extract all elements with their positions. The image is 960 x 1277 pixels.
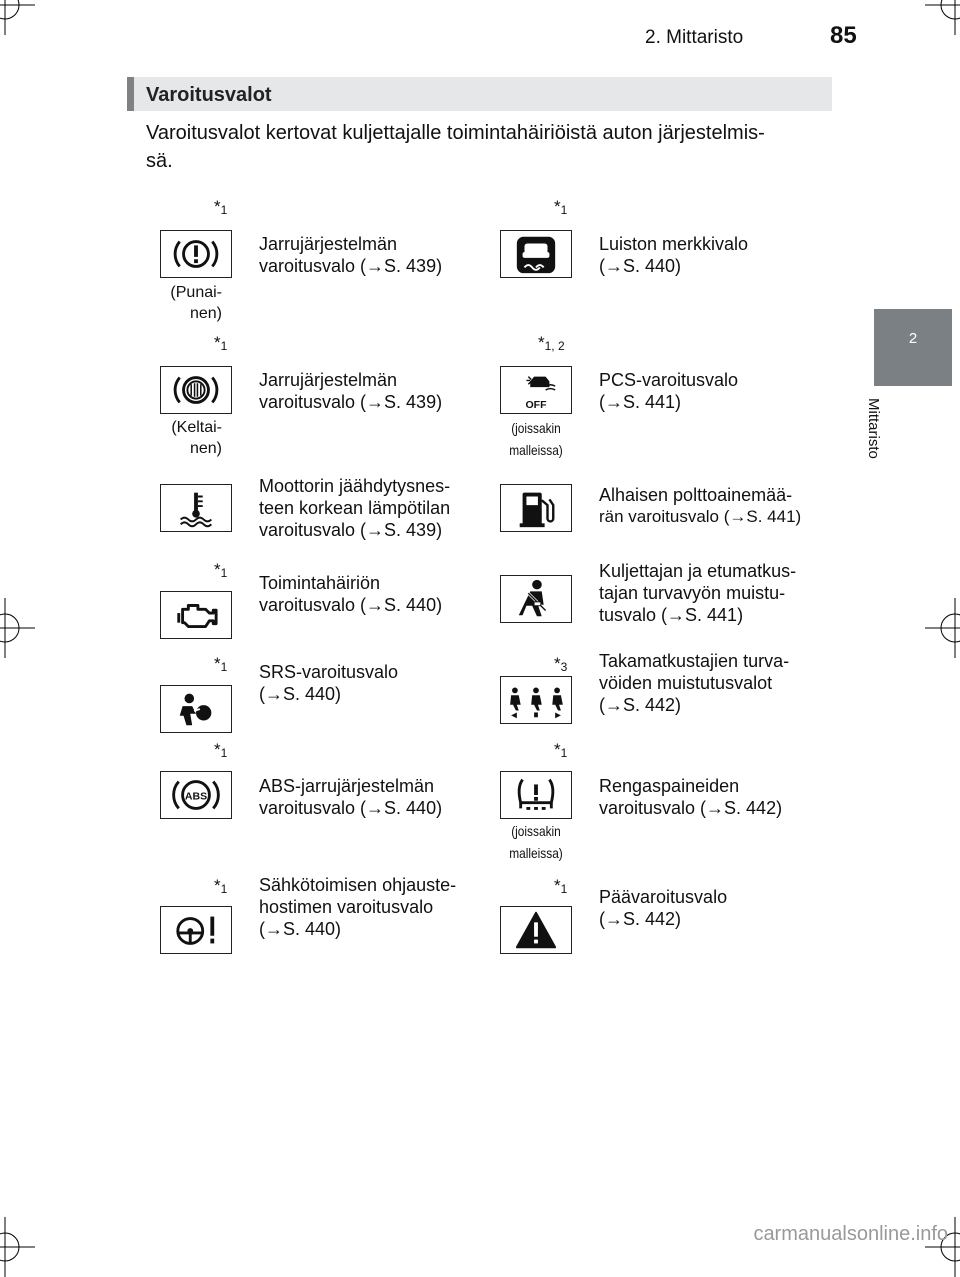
chapter-label-text: Mittaristo (865, 398, 882, 459)
light-description: (→S. 442) (599, 909, 682, 929)
light-description: Sähkötoimisen ohjauste- (259, 875, 457, 895)
crop-mark-mid-right (925, 598, 960, 658)
rear-seatbelt-icon (500, 676, 572, 724)
light-description: ABS-jarrujärjestelmän (259, 776, 435, 796)
light-description: varoitusvalo (→S. 440) (259, 595, 443, 615)
light-description: tajan turvavyön muistu- (599, 583, 786, 603)
fuel-pump-icon (500, 484, 572, 532)
footnote-marker: $*_1$ (214, 876, 228, 896)
power-steering-icon (160, 906, 232, 954)
header-section-title: 2. Mittaristo (645, 27, 744, 48)
check-engine-icon (160, 591, 232, 639)
srs-airbag-icon (160, 685, 232, 733)
abs-icon (160, 771, 232, 819)
footnote-marker: $*_1$ (214, 654, 228, 674)
chapter-tab-number: 2 (908, 330, 918, 347)
light-description: Moottorin jäähdytysnes- (259, 476, 451, 496)
abs-label: ABS (184, 790, 208, 803)
icon-caption: nen) (189, 305, 222, 322)
brake-warning-yellow-icon (160, 366, 232, 414)
footnote-marker: $*_1$ (554, 197, 568, 217)
light-description: varoitusvalo (→S. 442) (599, 798, 783, 818)
icon-caption: nen) (189, 440, 222, 457)
light-description: rän varoitusvalo (→S. 441) (599, 507, 802, 526)
intro-text-line: Varoitusvalot kertovat kuljettajalle toimintahäiriöistä auton järjestelmis- (146, 122, 765, 144)
light-description: varoitusvalo (→S. 440) (259, 798, 443, 818)
light-description: varoitusvalo (→S. 439) (259, 392, 443, 412)
page-number: 85 (830, 22, 857, 49)
coolant-temperature-icon (160, 484, 232, 532)
light-description: Toimintahäiriön (259, 573, 381, 593)
light-description: hostimen varoitusvalo (259, 897, 434, 917)
light-description: tusvalo (→S. 441) (599, 605, 744, 625)
pcs-off-label: OFF (525, 399, 547, 412)
footer-watermark: carmanualsonline.info (753, 1223, 948, 1245)
master-warning-icon (500, 906, 572, 954)
crop-mark-top-left (0, 0, 35, 35)
crop-mark-bottom-left (0, 1217, 35, 1277)
footnote-marker: $*_1$ (214, 740, 228, 760)
light-description: (→S. 441) (599, 392, 682, 412)
brake-warning-red-icon (160, 230, 232, 278)
chapter-tab (874, 309, 952, 386)
light-description: vöiden muistutusvalot (599, 673, 773, 693)
footnote-marker: $*_1$ (554, 876, 568, 896)
light-description: Jarrujärjestelmän (259, 370, 398, 390)
light-description: Luiston merkkivalo (599, 234, 749, 254)
crop-mark-mid-left (0, 598, 35, 658)
slip-indicator-icon (500, 230, 572, 278)
light-description: PCS-varoitusvalo (599, 370, 739, 390)
chapter-label (865, 398, 900, 478)
light-description: (→S. 440) (259, 919, 342, 939)
icon-caption: malleissa) (509, 442, 563, 458)
light-description: Alhaisen polttoainemää- (599, 485, 793, 505)
icon-caption: (Keltai- (171, 419, 222, 436)
footnote-marker: $*_1$ (214, 333, 228, 353)
light-description: SRS-varoitusvalo (259, 662, 399, 682)
light-description: varoitusvalo (→S. 439) (259, 256, 443, 276)
pcs-off-icon (500, 366, 572, 414)
footnote-marker: $*_1$ (214, 560, 228, 580)
icon-caption: (joissakin (511, 823, 561, 839)
light-description: teen korkean lämpötilan (259, 498, 451, 518)
intro-text-line: sä. (146, 150, 173, 172)
light-description: Päävaroitusvalo (599, 887, 728, 907)
section-title: Varoitusvalot (146, 84, 272, 106)
light-description: Takamatkustajien turva- (599, 651, 790, 671)
light-description: varoitusvalo (→S. 439) (259, 520, 443, 540)
icon-caption: (Punai- (170, 284, 222, 301)
footnote-marker: $*_{1, 2}$ (538, 333, 565, 353)
footnote-marker: $*_1$ (554, 740, 568, 760)
seatbelt-icon (500, 575, 572, 623)
icon-caption: malleissa) (509, 845, 563, 861)
light-description: Kuljettajan ja etumatkus- (599, 561, 797, 581)
tire-pressure-icon (500, 771, 572, 819)
icon-caption: (joissakin (511, 420, 561, 436)
light-description: Rengaspaineiden (599, 776, 740, 796)
light-description: (→S. 442) (599, 695, 682, 715)
footnote-marker: $*_1$ (214, 197, 228, 217)
light-description: (→S. 440) (599, 256, 682, 276)
footnote-marker: $*_3$ (554, 654, 568, 674)
light-description: (→S. 440) (259, 684, 342, 704)
crop-mark-top-right (925, 0, 960, 35)
light-description: Jarrujärjestelmän (259, 234, 398, 254)
